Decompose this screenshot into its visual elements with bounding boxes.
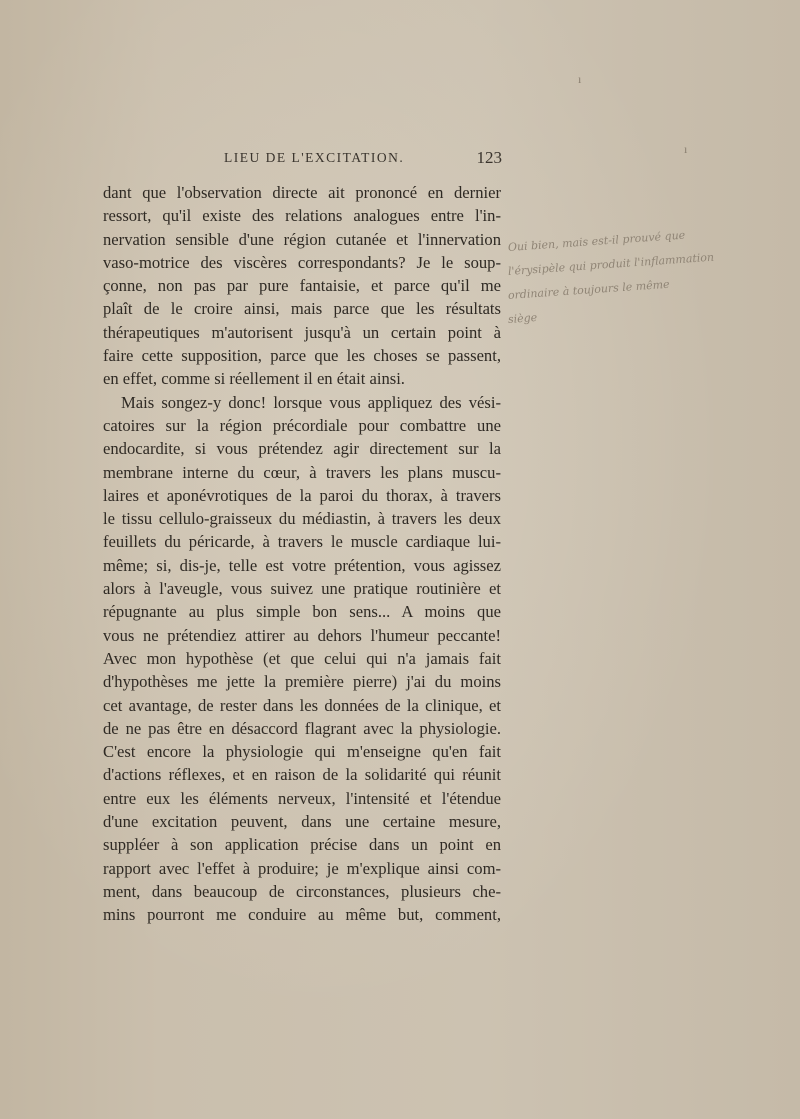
text-line: le tissu cellulo-graisseux du médiastin, à travers les deux — [103, 509, 501, 529]
text-line: ressort, qu'il existe des relations analogues entre l'in- — [103, 206, 501, 226]
text-line: répugnante au plus simple bon sens... A moins que — [103, 602, 501, 622]
ink-mark: ı — [684, 142, 688, 156]
text-line: plaît de le croire ainsi, mais parce que les résultats — [103, 299, 501, 319]
text-line: alors à l'aveugle, vous suivez une pratique routinière et — [103, 579, 501, 599]
text-line: ment, dans beaucoup de circonstances, plusieurs che- — [103, 881, 501, 901]
margin-note-line: Oui bien, mais est-il prouvé que — [507, 228, 686, 254]
text-line: membrane interne du cœur, à travers les plans muscu- — [103, 462, 501, 482]
ink-mark: ı — [578, 72, 582, 86]
running-head — [100, 148, 510, 172]
text-line: entre eux les éléments nerveux, l'intensité et l'étendue — [103, 788, 501, 808]
text-line: catoires sur la région précordiale pour combattre une — [103, 415, 501, 435]
text-line: d'hypothèses me jette la première pierre) j'ai du moins — [103, 672, 501, 692]
text-line: Mais songez-y donc! lorsque vous appliquez des vési- — [121, 392, 501, 412]
text-line: rapport avec l'effet à produire; je m'explique ainsi com- — [103, 858, 501, 878]
text-line: en effet, comme si réellement il en était ainsi. — [103, 369, 405, 389]
text-line: endocardite, si vous prétendez agir directement sur la — [103, 439, 501, 459]
text-line: thérapeutiques m'autorisent jusqu'à un certain point à — [103, 322, 501, 342]
text-line: laires et aponévrotiques de la paroi du thorax, à travers — [103, 485, 501, 505]
text-line: çonne, non pas par pure fantaisie, et parce qu'il me — [103, 276, 501, 296]
body-text — [103, 181, 501, 927]
text-line: Avec mon hypothèse (et que celui qui n'a jamais fait — [103, 648, 501, 668]
margin-note-line: l'érysipèle qui produit l'inflammation — [507, 250, 715, 278]
text-line: nervation sensible d'une région cutanée et l'innervation — [103, 229, 501, 249]
running-title: LIEU DE L'EXCITATION. — [224, 150, 405, 165]
page-number: 123 — [476, 148, 502, 167]
text-line: suppléer à son application précise dans un point en — [103, 835, 501, 855]
handwritten-margin-note — [507, 228, 798, 332]
margin-note-line: siège — [507, 310, 538, 326]
text-line: dant que l'observation directe ait prononcé en dernier — [103, 183, 501, 202]
text-line: même; si, dis-je, telle est votre prétention, vous agissez — [103, 555, 501, 575]
text-line: d'une excitation peuvent, dans une certaine mesure, — [103, 812, 501, 832]
text-line: mins pourront me conduire au même but, comment, — [103, 905, 501, 925]
text-line: C'est encore la physiologie qui m'enseigne qu'en fait — [103, 742, 501, 762]
text-line: vaso-motrice des viscères correspondants? Je le soup- — [103, 252, 501, 272]
margin-note-line: ordinaire à toujours le même — [507, 277, 671, 302]
text-line: faire cette supposition, parce que les choses se passent, — [103, 346, 501, 366]
text-line: de ne pas être en désaccord flagrant avec la physiologie. — [103, 718, 501, 738]
text-line: cet avantage, de rester dans les données de la clinique, et — [103, 695, 501, 715]
text-line: feuillets du péricarde, à travers le muscle cardiaque lui- — [103, 532, 501, 552]
text-line: vous ne prétendiez attirer au dehors l'humeur peccante! — [103, 625, 501, 645]
text-line: d'actions réflexes, et en raison de la solidarité qui réunit — [103, 765, 501, 785]
